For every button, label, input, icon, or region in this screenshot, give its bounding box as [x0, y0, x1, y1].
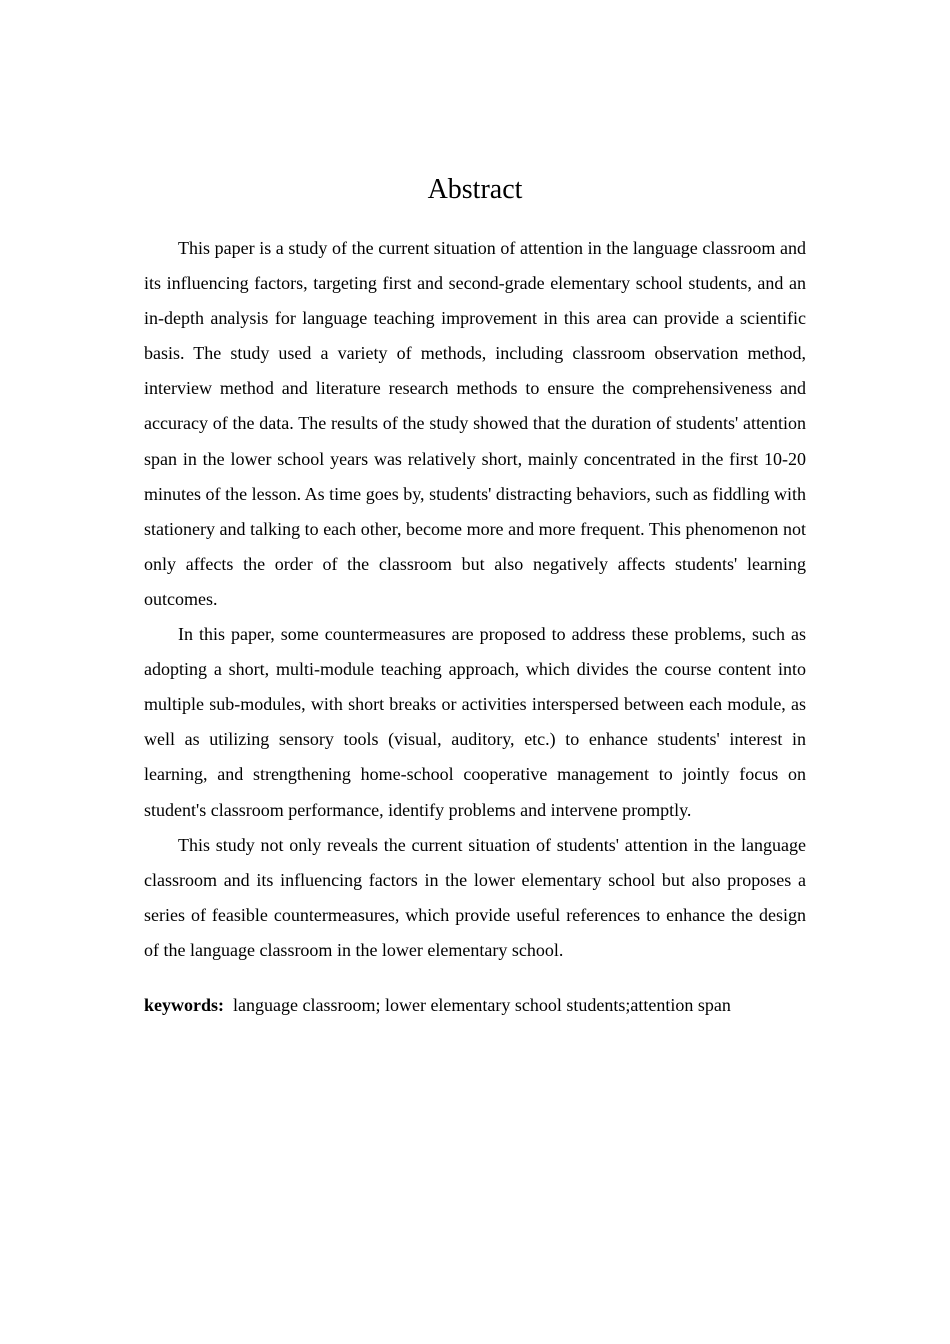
abstract-body — [144, 231, 806, 968]
abstract-paragraph-1: This paper is a study of the current situation of attention in the language classroom and its influencing factors, targeting first and second-grade elementary school students, and an in-depth analysis for language teaching improvement in this area can provide a scientific basis. The study used a variety of methods, including classroom observation method, interview method and literature research methods to ensure the comprehensiveness and accuracy of the data. The results of the study showed that the duration of students' attention span in the lower school years was relatively short, mainly concentrated in the first 10-20 minutes of the lesson. As time goes by, students' distracting behaviors, such as fiddling with stationery and talking to each other, become more and more frequent. This phenomenon not only affects the order of the classroom but also negatively affects students' learning outcomes. — [144, 238, 806, 609]
keywords-line — [144, 990, 806, 1020]
keywords-label: keywords: — [144, 995, 224, 1015]
abstract-paragraph-2: In this paper, some countermeasures are proposed to address these problems, such as adopting a short, multi-module teaching approach, which divides the course content into multiple sub-modules, with short breaks or activities interspersed between each module, as well as utilizing sensory tools (visual, auditory, etc.) to enhance students' interest in learning, and strengthening home-school cooperative management to jointly focus on student's classroom performance, identify problems and intervene promptly. — [144, 624, 806, 820]
keywords-text: language classroom; lower elementary school students;attention span — [233, 995, 731, 1015]
abstract-paragraph-3: This study not only reveals the current situation of students' attention in the language classroom and its influencing factors in the lower elementary school but also proposes a series of feasible countermeasures, which provide useful references to enhance the design of the language classroom in the lower elementary school. — [144, 834, 806, 960]
abstract-title: Abstract — [427, 174, 523, 205]
